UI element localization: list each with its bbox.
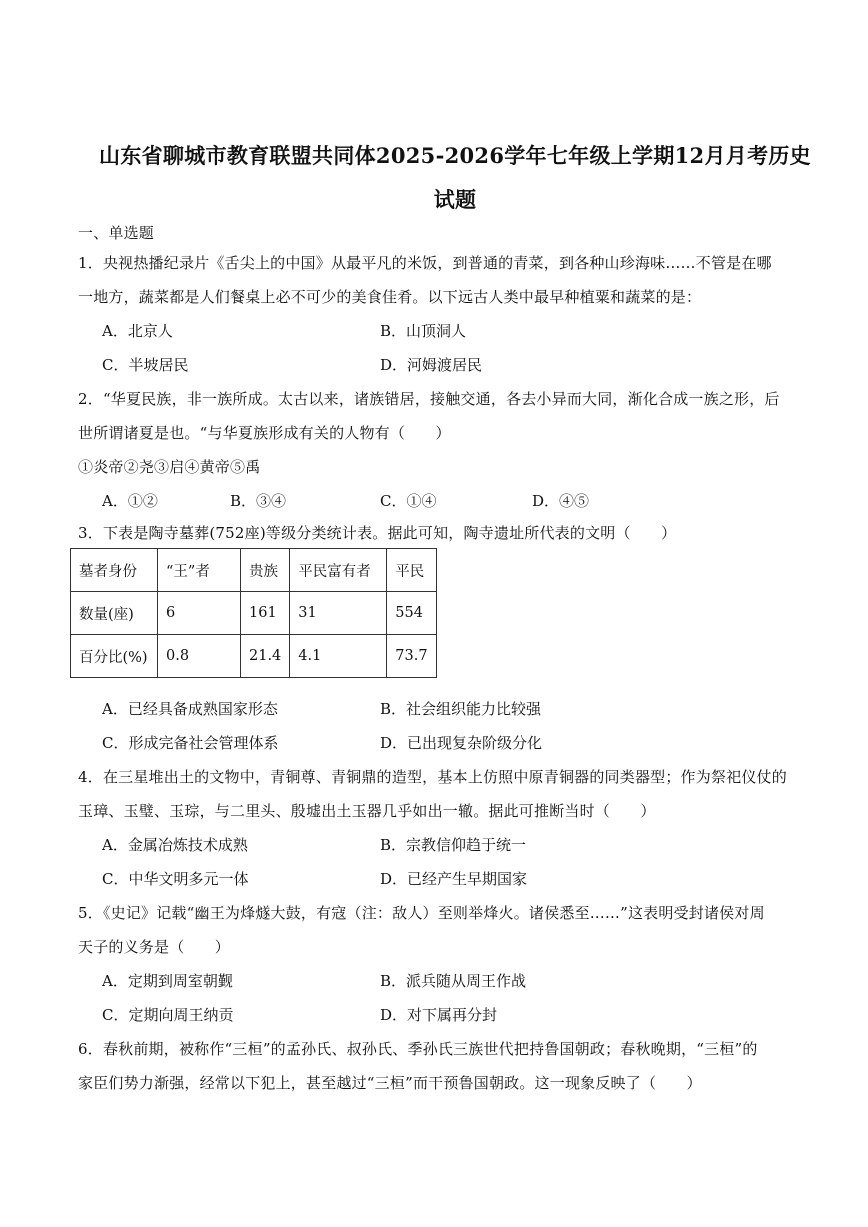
table-header-cell: 贵族 (241, 549, 290, 592)
table-cell: 4.1 (290, 635, 387, 678)
table-cell: 554 (387, 592, 436, 635)
q2-text-line3: ①炎帝②尧③启④黄帝⑤禹 (78, 458, 261, 476)
q1-text-line2: 一地方，蔬菜都是人们餐桌上必不可少的美食佳肴。以下远古人类中最早种植粟和蔬菜的是： (78, 288, 702, 306)
q2-text-line2: 世所谓诸夏是也。“与华夏族形成有关的人物有（ ） (78, 424, 451, 442)
q3-option-b: B．社会组织能力比较强 (380, 700, 542, 718)
q5-text-line2: 天子的义务是（ ） (78, 938, 231, 956)
table-header-cell: “王”者 (158, 549, 241, 592)
exam-title-line2: 试题 (433, 187, 477, 212)
q5-option-b: B．派兵随从周王作战 (380, 972, 527, 990)
q5-option-d: D．对下属再分封 (380, 1006, 498, 1024)
exam-title-line1: 山东省聊城市教育联盟共同体2025-2026学年七年级上学期12月月考历史 (99, 143, 811, 168)
table-cell: 31 (290, 592, 387, 635)
table-cell: 0.8 (158, 635, 241, 678)
q1-text-line1: 1．央视热播纪录片《舌尖上的中国》从最平凡的米饭，到普通的青菜，到各种山珍海味……不管是在哪 (78, 254, 772, 272)
q2-option-a: A．①② (102, 492, 158, 510)
q3-option-a: A．已经具备成熟国家形态 (102, 700, 278, 718)
q4-option-b: B．宗教信仰趋于统一 (380, 836, 527, 854)
table-row (71, 592, 437, 635)
table-cell: 数量(座) (71, 592, 158, 635)
q2-option-b: B．③④ (230, 492, 287, 510)
q6-text-line2: 家臣们势力渐强，经常以下犯上，甚至越过“三桓”而干预鲁国朝政。这一现象反映了（ ） (78, 1074, 702, 1092)
q1-option-c: C．半坡居民 (102, 356, 189, 374)
q2-text-line1: 2．“华夏民族，非一族所成。太古以来，诸族错居，接触交通，各去小异而大同，渐化合成一族之形，后 (78, 390, 780, 408)
q3-option-c: C．形成完备社会管理体系 (102, 734, 279, 752)
table-cell: 百分比(%) (71, 635, 158, 678)
q4-option-a: A．金属冶炼技术成熟 (102, 836, 248, 854)
q1-option-d: D．河姆渡居民 (380, 356, 483, 374)
q5-text-line1: 5．《史记》记载“幽王为烽燧大鼓，有寇（注：敌人）至则举烽火。诸侯悉至……”这表明受封诸侯对周 (78, 904, 765, 922)
q4-option-c: C．中华文明多元一体 (102, 870, 249, 888)
table-header-cell: 墓者身份 (71, 549, 158, 592)
q3-option-d: D．已出现复杂阶级分化 (380, 734, 543, 752)
table-cell: 161 (241, 592, 290, 635)
q2-option-c: C．①④ (380, 492, 437, 510)
q3-text-line1: 3．下表是陶寺墓葬(752座)等级分类统计表。据此可知，陶寺遗址所代表的文明（ ） (78, 524, 677, 542)
table-cell: 21.4 (241, 635, 290, 678)
table-cell: 6 (158, 592, 241, 635)
table-header-cell: 平民 (387, 549, 436, 592)
q5-option-a: A．定期到周室朝觐 (102, 972, 233, 990)
q4-text-line1: 4．在三星堆出土的文物中，青铜尊、青铜鼎的造型，基本上仿照中原青铜器的同类器型；作为祭祀仪仗的 (78, 768, 787, 786)
q4-option-d: D．已经产生早期国家 (380, 870, 528, 888)
table-row (71, 635, 437, 678)
table-row (71, 549, 437, 592)
section-heading: 一、单选题 (78, 224, 155, 242)
q2-option-d: D．④⑤ (532, 492, 590, 510)
q3-stats-table (70, 548, 437, 678)
q6-text-line1: 6．春秋前期，被称作“三桓”的孟孙氏、叔孙氏、季孙氏三族世代把持鲁国朝政；春秋晚期，“三桓”的 (78, 1040, 758, 1058)
table-header-cell: 平民富有者 (290, 549, 387, 592)
q4-text-line2: 玉璋、玉璧、玉琮，与二里头、殷墟出土玉器几乎如出一辙。据此可推断当时（ ） (78, 802, 656, 820)
q1-option-a: A．北京人 (102, 322, 173, 340)
q5-option-c: C．定期向周王纳贡 (102, 1006, 234, 1024)
q1-option-b: B．山顶洞人 (380, 322, 467, 340)
table-cell: 73.7 (387, 635, 436, 678)
